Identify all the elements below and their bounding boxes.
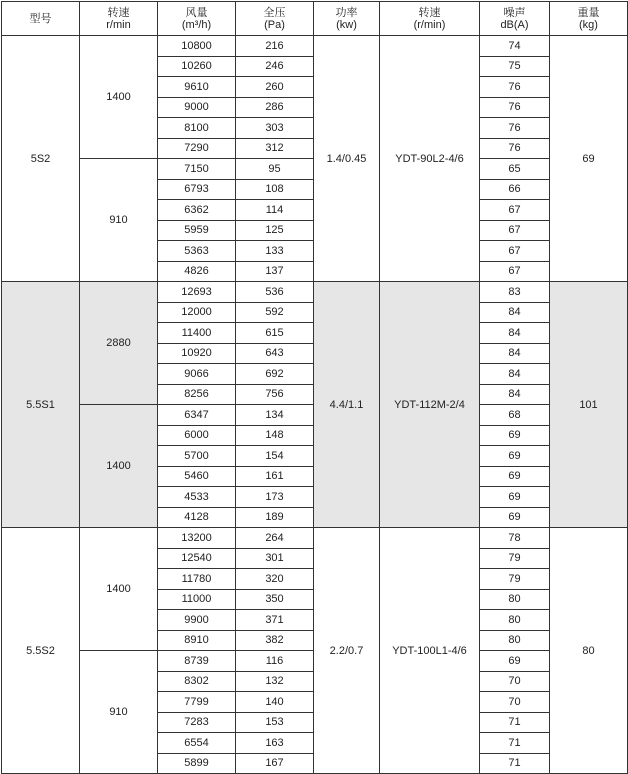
airflow-cell: 5899 xyxy=(158,753,236,774)
noise-cell: 79 xyxy=(480,548,550,569)
airflow-cell: 6554 xyxy=(158,733,236,754)
noise-cell: 79 xyxy=(480,569,550,590)
airflow-cell: 4533 xyxy=(158,487,236,508)
airflow-cell: 10260 xyxy=(158,56,236,77)
airflow-cell: 5460 xyxy=(158,466,236,487)
noise-cell: 78 xyxy=(480,528,550,549)
noise-cell: 69 xyxy=(480,466,550,487)
airflow-cell: 13200 xyxy=(158,528,236,549)
noise-cell: 71 xyxy=(480,712,550,733)
speed-cell: 910 xyxy=(80,651,158,774)
airflow-cell: 8910 xyxy=(158,630,236,651)
pressure-cell: 132 xyxy=(236,671,314,692)
header-power: 功率 (kw) xyxy=(314,2,380,36)
pressure-cell: 382 xyxy=(236,630,314,651)
noise-cell: 68 xyxy=(480,405,550,426)
pressure-cell: 163 xyxy=(236,733,314,754)
noise-cell: 66 xyxy=(480,179,550,200)
noise-cell: 80 xyxy=(480,630,550,651)
airflow-cell: 4826 xyxy=(158,261,236,282)
pressure-cell: 286 xyxy=(236,97,314,118)
airflow-cell: 5363 xyxy=(158,241,236,262)
model-cell: 5.5S1 xyxy=(2,282,80,528)
airflow-cell: 8100 xyxy=(158,118,236,139)
motor-cell: YDT-100L1-4/6 xyxy=(380,528,480,774)
airflow-cell: 9066 xyxy=(158,364,236,385)
pressure-cell: 125 xyxy=(236,220,314,241)
table-row xyxy=(2,528,628,549)
airflow-cell: 7290 xyxy=(158,138,236,159)
header-model: 型号 xyxy=(2,2,80,36)
airflow-cell: 5700 xyxy=(158,446,236,467)
noise-cell: 69 xyxy=(480,487,550,508)
airflow-cell: 12540 xyxy=(158,548,236,569)
airflow-cell: 9610 xyxy=(158,77,236,98)
pressure-cell: 134 xyxy=(236,405,314,426)
pressure-cell: 173 xyxy=(236,487,314,508)
noise-cell: 69 xyxy=(480,425,550,446)
airflow-cell: 8739 xyxy=(158,651,236,672)
header-noise: 噪声 dB(A) xyxy=(480,2,550,36)
speed-cell: 2880 xyxy=(80,282,158,405)
noise-cell: 67 xyxy=(480,241,550,262)
airflow-cell: 10800 xyxy=(158,36,236,57)
motor-cell: YDT-112M-2/4 xyxy=(380,282,480,528)
pressure-cell: 260 xyxy=(236,77,314,98)
header-airflow: 风量 (m³/h) xyxy=(158,2,236,36)
noise-cell: 84 xyxy=(480,384,550,405)
pressure-cell: 592 xyxy=(236,302,314,323)
speed-cell: 1400 xyxy=(80,528,158,651)
pressure-cell: 153 xyxy=(236,712,314,733)
noise-cell: 65 xyxy=(480,159,550,180)
pressure-cell: 615 xyxy=(236,323,314,344)
pressure-cell: 95 xyxy=(236,159,314,180)
pressure-cell: 216 xyxy=(236,36,314,57)
airflow-cell: 7150 xyxy=(158,159,236,180)
noise-cell: 76 xyxy=(480,118,550,139)
model-cell: 5S2 xyxy=(2,36,80,282)
table-row xyxy=(2,282,628,303)
pressure-cell: 133 xyxy=(236,241,314,262)
pressure-cell: 756 xyxy=(236,384,314,405)
noise-cell: 67 xyxy=(480,220,550,241)
pressure-cell: 161 xyxy=(236,466,314,487)
noise-cell: 75 xyxy=(480,56,550,77)
airflow-cell: 11400 xyxy=(158,323,236,344)
power-cell: 4.4/1.1 xyxy=(314,282,380,528)
noise-cell: 84 xyxy=(480,343,550,364)
pressure-cell: 167 xyxy=(236,753,314,774)
speed-cell: 1400 xyxy=(80,405,158,528)
pressure-cell: 301 xyxy=(236,548,314,569)
noise-cell: 76 xyxy=(480,97,550,118)
pressure-cell: 148 xyxy=(236,425,314,446)
noise-cell: 67 xyxy=(480,200,550,221)
pressure-cell: 371 xyxy=(236,610,314,631)
pressure-cell: 189 xyxy=(236,507,314,528)
pressure-cell: 643 xyxy=(236,343,314,364)
power-cell: 2.2/0.7 xyxy=(314,528,380,774)
pressure-cell: 350 xyxy=(236,589,314,610)
airflow-cell: 12693 xyxy=(158,282,236,303)
header-weight: 重量 (kg) xyxy=(550,2,628,36)
airflow-cell: 5959 xyxy=(158,220,236,241)
weight-cell: 101 xyxy=(550,282,628,528)
pressure-cell: 154 xyxy=(236,446,314,467)
weight-cell: 80 xyxy=(550,528,628,774)
pressure-cell: 303 xyxy=(236,118,314,139)
airflow-cell: 9000 xyxy=(158,97,236,118)
airflow-cell: 6347 xyxy=(158,405,236,426)
airflow-cell: 11000 xyxy=(158,589,236,610)
header-motor: 转速 (r/min) xyxy=(380,2,480,36)
header-row xyxy=(2,2,628,36)
noise-cell: 84 xyxy=(480,323,550,344)
pressure-cell: 116 xyxy=(236,651,314,672)
noise-cell: 76 xyxy=(480,77,550,98)
noise-cell: 71 xyxy=(480,733,550,754)
airflow-cell: 6000 xyxy=(158,425,236,446)
header-speed: 转速 r/min xyxy=(80,2,158,36)
pressure-cell: 312 xyxy=(236,138,314,159)
airflow-cell: 6793 xyxy=(158,179,236,200)
noise-cell: 84 xyxy=(480,302,550,323)
noise-cell: 70 xyxy=(480,692,550,713)
noise-cell: 67 xyxy=(480,261,550,282)
power-cell: 1.4/0.45 xyxy=(314,36,380,282)
pressure-cell: 264 xyxy=(236,528,314,549)
airflow-cell: 9900 xyxy=(158,610,236,631)
pressure-cell: 246 xyxy=(236,56,314,77)
model-cell: 5.5S2 xyxy=(2,528,80,774)
noise-cell: 83 xyxy=(480,282,550,303)
noise-cell: 80 xyxy=(480,589,550,610)
airflow-cell: 7799 xyxy=(158,692,236,713)
airflow-cell: 8302 xyxy=(158,671,236,692)
pressure-cell: 536 xyxy=(236,282,314,303)
noise-cell: 84 xyxy=(480,364,550,385)
header-pressure: 全压 (Pa) xyxy=(236,2,314,36)
noise-cell: 70 xyxy=(480,671,550,692)
airflow-cell: 7283 xyxy=(158,712,236,733)
pressure-cell: 137 xyxy=(236,261,314,282)
airflow-cell: 11780 xyxy=(158,569,236,590)
noise-cell: 76 xyxy=(480,138,550,159)
pressure-cell: 692 xyxy=(236,364,314,385)
airflow-cell: 8256 xyxy=(158,384,236,405)
fan-spec-table xyxy=(1,1,628,774)
noise-cell: 80 xyxy=(480,610,550,631)
table-body xyxy=(2,36,628,774)
noise-cell: 69 xyxy=(480,651,550,672)
speed-cell: 1400 xyxy=(80,36,158,159)
airflow-cell: 12000 xyxy=(158,302,236,323)
noise-cell: 74 xyxy=(480,36,550,57)
weight-cell: 69 xyxy=(550,36,628,282)
speed-cell: 910 xyxy=(80,159,158,282)
airflow-cell: 6362 xyxy=(158,200,236,221)
pressure-cell: 140 xyxy=(236,692,314,713)
pressure-cell: 114 xyxy=(236,200,314,221)
noise-cell: 69 xyxy=(480,507,550,528)
noise-cell: 71 xyxy=(480,753,550,774)
airflow-cell: 10920 xyxy=(158,343,236,364)
pressure-cell: 108 xyxy=(236,179,314,200)
airflow-cell: 4128 xyxy=(158,507,236,528)
pressure-cell: 320 xyxy=(236,569,314,590)
table-row xyxy=(2,36,628,57)
noise-cell: 69 xyxy=(480,446,550,467)
motor-cell: YDT-90L2-4/6 xyxy=(380,36,480,282)
